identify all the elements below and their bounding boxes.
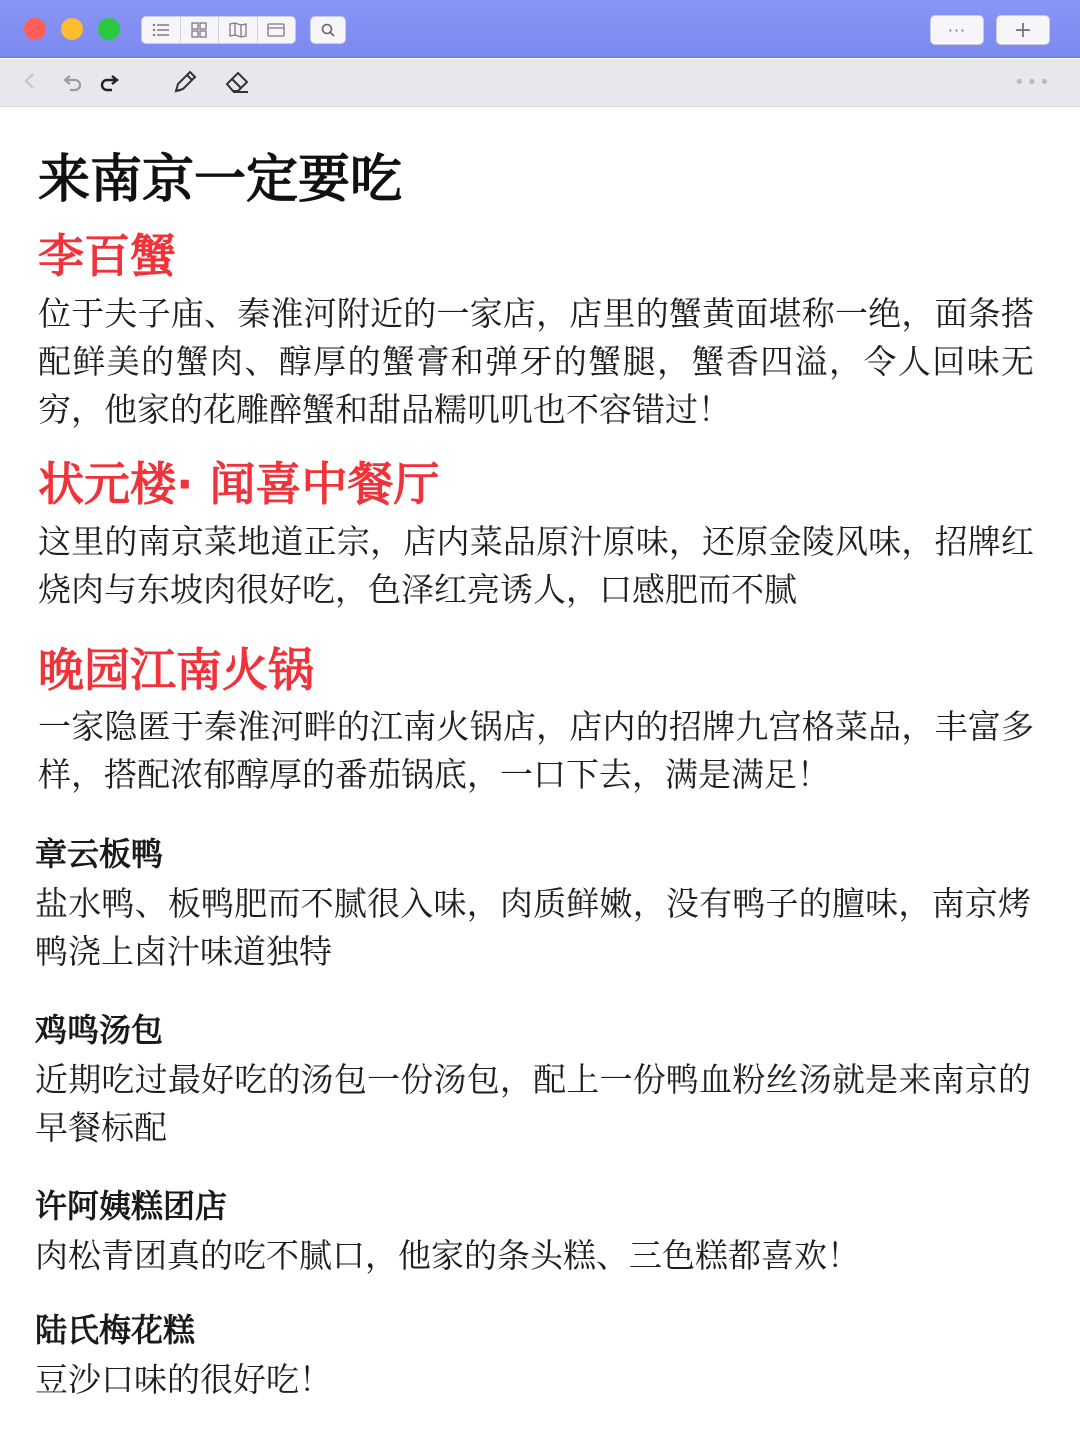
editor-toolbar [0, 59, 1080, 107]
toolbar-overflow-button[interactable] [1014, 69, 1052, 97]
map-view-button[interactable] [219, 17, 258, 43]
eraser-tool-button[interactable] [224, 69, 252, 103]
undo-button[interactable] [62, 69, 84, 101]
redo-button[interactable] [98, 69, 120, 101]
section-text: 这里的南京菜地道正宗，店内菜品原汁原味，还原金陵风味，招牌红烧肉与东坡肉很好吃，色泽红亮诱人，口感肥而不腻 [38, 522, 1034, 609]
section-text: 豆沙口味的很好吃！ [35, 1360, 332, 1399]
section-text: 盐水鸭、板鸭肥而不腻很入味，肉质鲜嫩，没有鸭子的膻味，南京烤鸭浇上卤汁味道独特 [35, 884, 1031, 971]
window-icon [267, 23, 285, 37]
list-view-button[interactable] [142, 17, 181, 43]
new-note-button[interactable] [996, 15, 1050, 45]
section-heading: 鸡鸣汤包 [35, 1011, 164, 1049]
back-button[interactable] [22, 69, 36, 101]
pen-tool-button[interactable] [172, 69, 198, 103]
attachments-view-button[interactable] [258, 17, 296, 43]
pencil-icon [172, 69, 198, 95]
minimize-window-button[interactable] [61, 18, 83, 40]
title-bar [0, 0, 1080, 58]
book-icon [229, 22, 247, 38]
view-mode-group [141, 16, 296, 44]
zoom-window-button[interactable] [98, 18, 120, 40]
list-icon [152, 23, 170, 37]
section-heading: 状元楼· 闻喜中餐厅 [38, 457, 440, 511]
section-text: 一家隐匿于秦淮河畔的江南火锅店，店内的招牌九宫格菜品，丰富多样，搭配浓郁醇厚的番茄锅底，一口下去，满是满足！ [38, 707, 1034, 794]
section-heading: 许阿姨糕团店 [35, 1187, 228, 1225]
search-button[interactable] [310, 16, 346, 44]
undo-icon [62, 69, 84, 93]
chevron-left-icon [22, 69, 36, 93]
redo-icon [98, 69, 120, 93]
grid-icon [191, 22, 207, 38]
section-text: 肉松青团真的吃不腻口，他家的条头糕、三色糕都喜欢！ [35, 1236, 860, 1275]
section-heading: 章云板鸭 [35, 835, 164, 873]
close-window-button[interactable] [24, 18, 46, 40]
search-icon [321, 23, 335, 37]
dots-icon: ••• [1014, 72, 1052, 93]
plus-icon: + [1013, 17, 1033, 43]
note-title: 来南京一定要吃 [38, 150, 403, 210]
gallery-view-button[interactable] [181, 17, 220, 43]
section-heading: 李百蟹 [38, 229, 176, 283]
eraser-icon [224, 69, 252, 95]
section-text: 位于夫子庙、秦淮河附近的一家店，店里的蟹黄面堪称一绝，面条搭配鲜美的蟹肉、醇厚的蟹膏和弹牙的蟹腿，蟹香四溢，令人回味无穷，他家的花雕醉蟹和甜品糯叽叽也不容错过！ [38, 294, 1034, 429]
ellipsis-icon: ··· [947, 20, 967, 40]
section-text: 近期吃过最好吃的汤包一份汤包，配上一份鸭血粉丝汤就是来南京的早餐标配 [35, 1060, 1031, 1147]
section-heading: 陆氏梅花糕 [35, 1311, 196, 1349]
more-options-button[interactable] [930, 15, 984, 45]
section-heading: 晚园江南火锅 [38, 643, 314, 697]
